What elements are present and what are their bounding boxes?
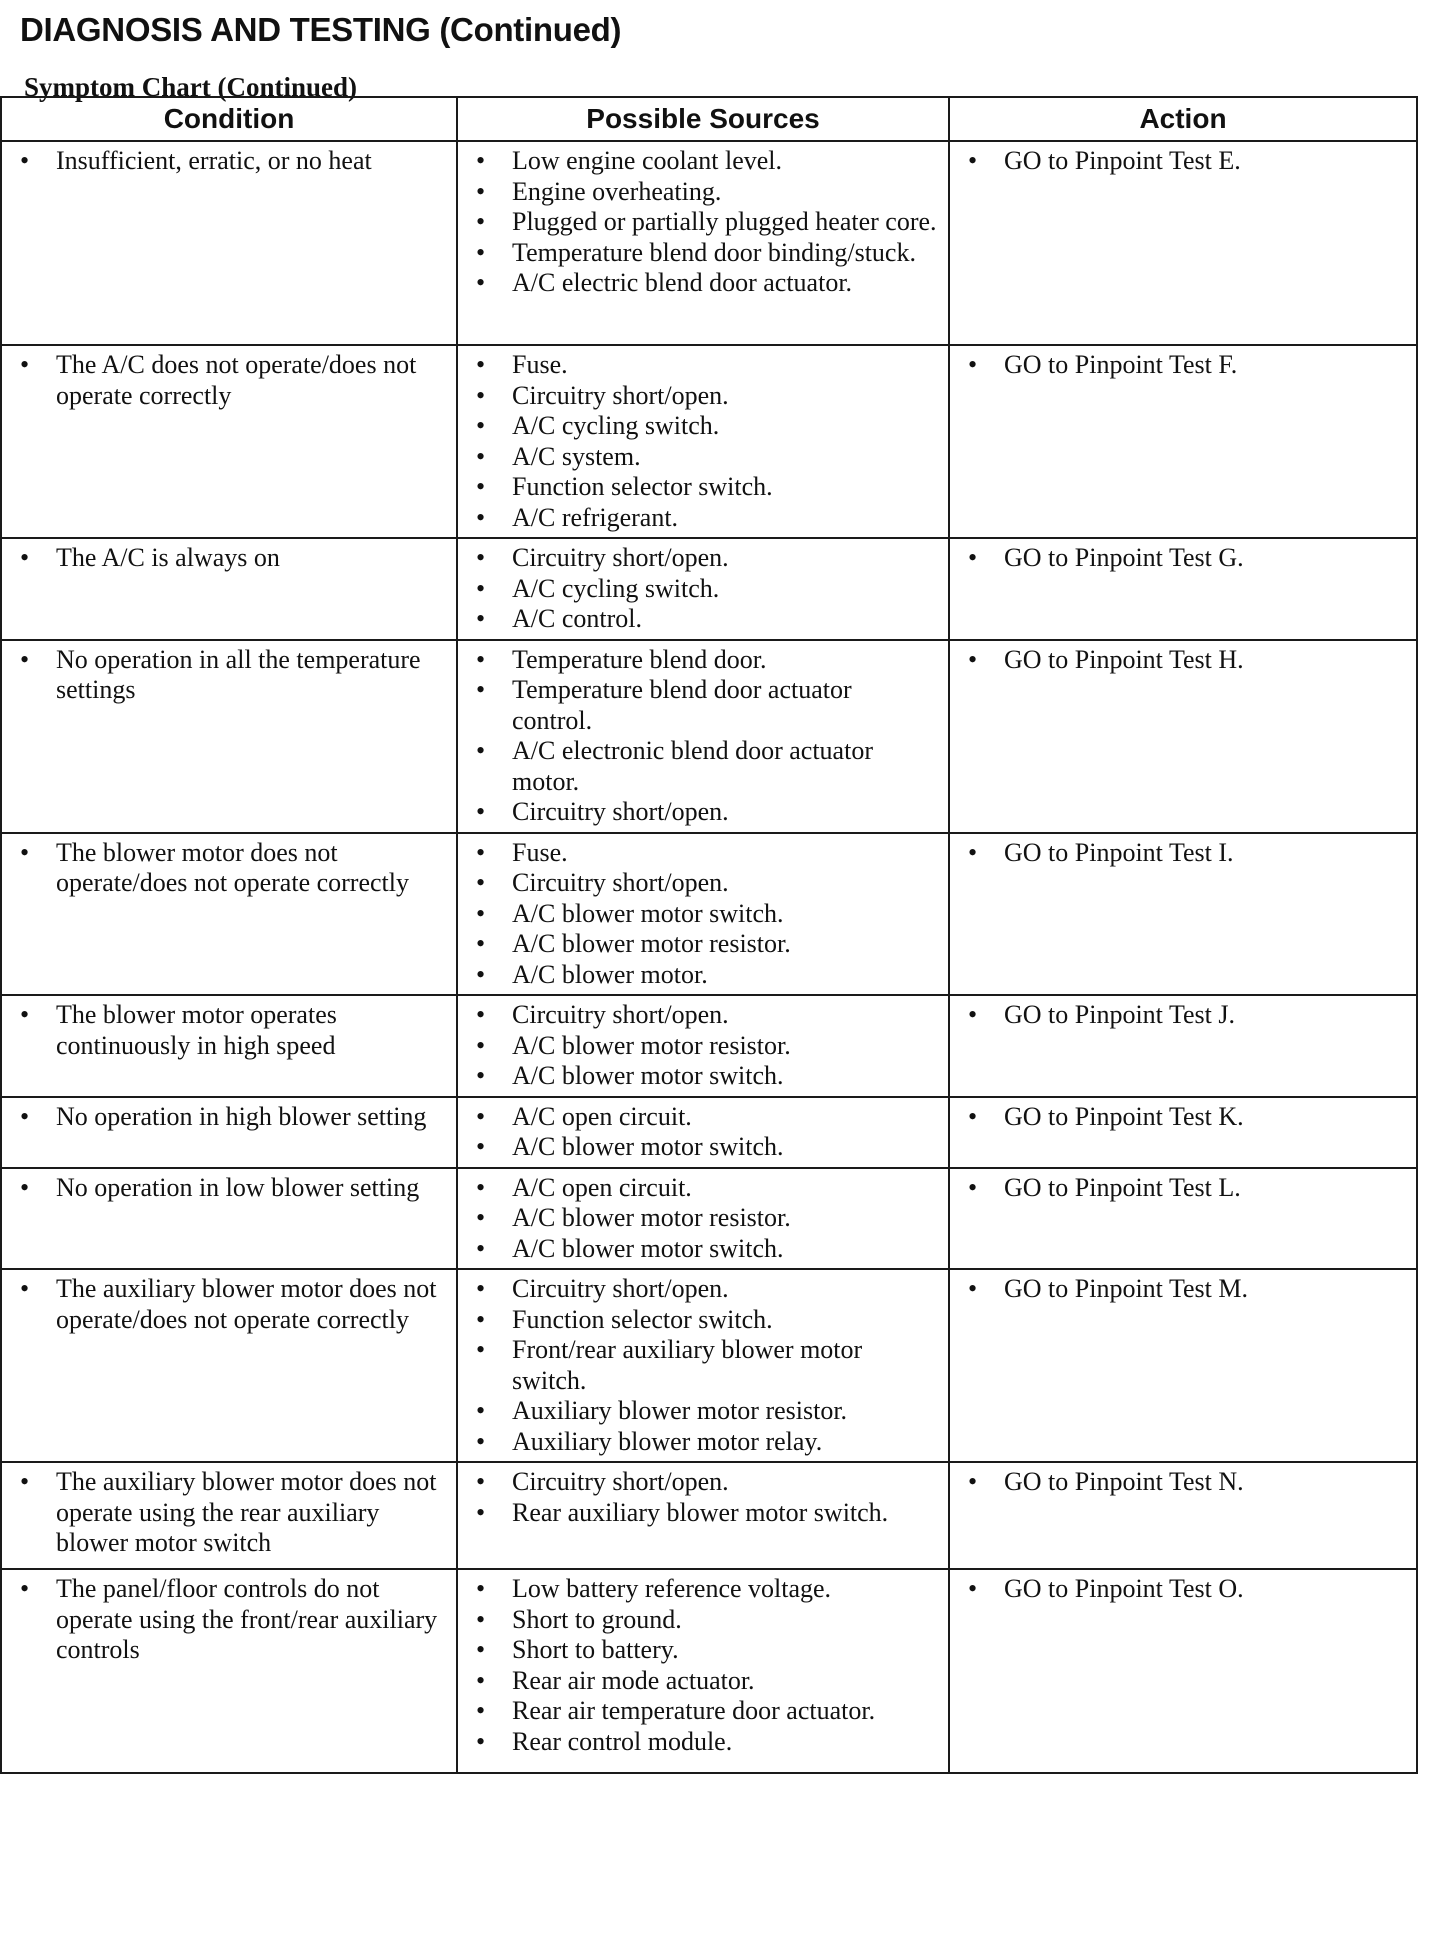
source-item: • A/C electronic blend door actuator motor. xyxy=(468,736,938,797)
possible-sources-cell xyxy=(457,141,949,345)
source-item: • Circuitry short/open. xyxy=(468,1467,938,1498)
table-row xyxy=(1,995,1417,1097)
condition-text: • Insufficient, erratic, or no heat xyxy=(12,146,446,177)
condition-list xyxy=(12,1000,446,1061)
condition-text: • No operation in low blower setting xyxy=(12,1173,446,1204)
action-list xyxy=(960,645,1406,676)
source-item: • Plugged or partially plugged heater core. xyxy=(468,207,938,238)
condition-list xyxy=(12,1274,446,1335)
source-item: • Temperature blend door binding/stuck. xyxy=(468,238,938,269)
table-body xyxy=(1,141,1417,1773)
condition-text: • The auxiliary blower motor does not operate using the rear auxiliary blower motor switch xyxy=(12,1467,446,1559)
source-item: • A/C system. xyxy=(468,442,938,473)
condition-text: • The blower motor does not operate/does not operate correctly xyxy=(12,838,446,899)
source-item: • A/C blower motor resistor. xyxy=(468,929,938,960)
possible-sources-cell xyxy=(457,1097,949,1168)
source-item: • Circuitry short/open. xyxy=(468,381,938,412)
possible-sources-cell xyxy=(457,1168,949,1270)
condition-cell xyxy=(1,1569,457,1773)
condition-cell xyxy=(1,538,457,640)
action-text: • GO to Pinpoint Test E. xyxy=(960,146,1406,177)
source-item: • Circuitry short/open. xyxy=(468,797,938,828)
possible-sources-cell xyxy=(457,1462,949,1569)
table-row xyxy=(1,1569,1417,1773)
sources-list xyxy=(468,1467,938,1528)
action-list xyxy=(960,1274,1406,1305)
sources-list xyxy=(468,838,938,991)
condition-list xyxy=(12,1574,446,1666)
source-item: • A/C electric blend door actuator. xyxy=(468,268,938,299)
table-row xyxy=(1,345,1417,538)
symptom-chart-table xyxy=(0,96,1418,1774)
condition-text: • The panel/floor controls do not operate using the front/rear auxiliary controls xyxy=(12,1574,446,1666)
source-item: • A/C refrigerant. xyxy=(468,503,938,534)
sources-list xyxy=(468,350,938,533)
sources-list xyxy=(468,1574,938,1757)
action-text: • GO to Pinpoint Test O. xyxy=(960,1574,1406,1605)
action-cell xyxy=(949,1168,1417,1270)
source-item: • A/C blower motor. xyxy=(468,960,938,991)
condition-cell xyxy=(1,1269,457,1462)
action-text: • GO to Pinpoint Test J. xyxy=(960,1000,1406,1031)
action-cell xyxy=(949,345,1417,538)
action-cell xyxy=(949,833,1417,996)
action-cell xyxy=(949,640,1417,833)
possible-sources-cell xyxy=(457,995,949,1097)
source-item: • A/C blower motor switch. xyxy=(468,899,938,930)
condition-list xyxy=(12,1467,446,1559)
source-item: • A/C open circuit. xyxy=(468,1102,938,1133)
source-item: • Fuse. xyxy=(468,838,938,869)
action-cell xyxy=(949,1097,1417,1168)
source-item: • A/C blower motor resistor. xyxy=(468,1203,938,1234)
sources-list xyxy=(468,1274,938,1457)
condition-list xyxy=(12,350,446,411)
source-item: • Circuitry short/open. xyxy=(468,1274,938,1305)
condition-cell xyxy=(1,1462,457,1569)
table-row xyxy=(1,640,1417,833)
condition-text: • The A/C is always on xyxy=(12,543,446,574)
action-cell xyxy=(949,1269,1417,1462)
action-text: • GO to Pinpoint Test L. xyxy=(960,1173,1406,1204)
action-list xyxy=(960,146,1406,177)
action-text: • GO to Pinpoint Test G. xyxy=(960,543,1406,574)
source-item: • Rear auxiliary blower motor switch. xyxy=(468,1498,938,1529)
condition-cell xyxy=(1,833,457,996)
action-cell xyxy=(949,141,1417,345)
source-item: • A/C control. xyxy=(468,604,938,635)
condition-list xyxy=(12,838,446,899)
possible-sources-cell xyxy=(457,538,949,640)
column-header-action: Action xyxy=(949,97,1417,141)
source-item: • Rear air temperature door actuator. xyxy=(468,1696,938,1727)
source-item: • A/C blower motor switch. xyxy=(468,1132,938,1163)
source-item: • Fuse. xyxy=(468,350,938,381)
source-item: • Circuitry short/open. xyxy=(468,1000,938,1031)
table-row xyxy=(1,1462,1417,1569)
condition-list xyxy=(12,1102,446,1133)
sources-list xyxy=(468,146,938,299)
source-item: • Function selector switch. xyxy=(468,1305,938,1336)
condition-cell xyxy=(1,141,457,345)
source-item: • A/C cycling switch. xyxy=(468,574,938,605)
condition-cell xyxy=(1,1097,457,1168)
source-item: • Short to battery. xyxy=(468,1635,938,1666)
condition-cell xyxy=(1,1168,457,1270)
action-list xyxy=(960,543,1406,574)
source-item: • Rear control module. xyxy=(468,1727,938,1758)
sources-list xyxy=(468,1000,938,1092)
condition-list xyxy=(12,543,446,574)
source-item: • A/C blower motor resistor. xyxy=(468,1031,938,1062)
table-row xyxy=(1,1168,1417,1270)
page-heading: DIAGNOSIS AND TESTING (Continued) xyxy=(20,11,622,48)
source-item: • Auxiliary blower motor relay. xyxy=(468,1427,938,1458)
table-header-row xyxy=(1,97,1417,141)
action-cell xyxy=(949,995,1417,1097)
possible-sources-cell xyxy=(457,1569,949,1773)
action-list xyxy=(960,350,1406,381)
action-list xyxy=(960,1467,1406,1498)
source-item: • Low engine coolant level. xyxy=(468,146,938,177)
action-cell xyxy=(949,1462,1417,1569)
source-item: • Temperature blend door actuator control. xyxy=(468,675,938,736)
table-row xyxy=(1,141,1417,345)
condition-cell xyxy=(1,995,457,1097)
source-item: • Short to ground. xyxy=(468,1605,938,1636)
condition-list xyxy=(12,1173,446,1204)
source-item: • A/C cycling switch. xyxy=(468,411,938,442)
action-text: • GO to Pinpoint Test I. xyxy=(960,838,1406,869)
action-text: • GO to Pinpoint Test H. xyxy=(960,645,1406,676)
sources-list xyxy=(468,543,938,635)
action-list xyxy=(960,1102,1406,1133)
source-item: • Temperature blend door. xyxy=(468,645,938,676)
source-item: • Circuitry short/open. xyxy=(468,543,938,574)
action-list xyxy=(960,1173,1406,1204)
action-text: • GO to Pinpoint Test M. xyxy=(960,1274,1406,1305)
condition-text: • The A/C does not operate/does not operate correctly xyxy=(12,350,446,411)
possible-sources-cell xyxy=(457,1269,949,1462)
condition-text: • No operation in all the temperature settings xyxy=(12,645,446,706)
table-row xyxy=(1,538,1417,640)
action-cell xyxy=(949,1569,1417,1773)
condition-list xyxy=(12,645,446,706)
table-row xyxy=(1,1269,1417,1462)
source-item: • Circuitry short/open. xyxy=(468,868,938,899)
source-item: • Function selector switch. xyxy=(468,472,938,503)
action-text: • GO to Pinpoint Test N. xyxy=(960,1467,1406,1498)
action-list xyxy=(960,838,1406,869)
sources-list xyxy=(468,1102,938,1163)
sources-list xyxy=(468,1173,938,1265)
condition-cell xyxy=(1,640,457,833)
possible-sources-cell xyxy=(457,345,949,538)
chart-title: Symptom Chart (Continued) xyxy=(24,72,358,102)
condition-cell xyxy=(1,345,457,538)
source-item: • Engine overheating. xyxy=(468,177,938,208)
action-cell xyxy=(949,538,1417,640)
action-list xyxy=(960,1574,1406,1605)
source-item: • A/C blower motor switch. xyxy=(468,1234,938,1265)
possible-sources-cell xyxy=(457,640,949,833)
condition-text: • The blower motor operates continuously in high speed xyxy=(12,1000,446,1061)
condition-text: • No operation in high blower setting xyxy=(12,1102,446,1133)
column-header-condition: Condition xyxy=(1,97,457,141)
source-item: • A/C open circuit. xyxy=(468,1173,938,1204)
document-page xyxy=(20,8,1436,104)
action-list xyxy=(960,1000,1406,1031)
source-item: • Front/rear auxiliary blower motor switch. xyxy=(468,1335,938,1396)
condition-text: • The auxiliary blower motor does not operate/does not operate correctly xyxy=(12,1274,446,1335)
table-row xyxy=(1,833,1417,996)
condition-list xyxy=(12,146,446,177)
source-item: • Auxiliary blower motor resistor. xyxy=(468,1396,938,1427)
action-text: • GO to Pinpoint Test F. xyxy=(960,350,1406,381)
column-header-possible-sources: Possible Sources xyxy=(457,97,949,141)
possible-sources-cell xyxy=(457,833,949,996)
source-item: • Low battery reference voltage. xyxy=(468,1574,938,1605)
sources-list xyxy=(468,645,938,828)
source-item: • A/C blower motor switch. xyxy=(468,1061,938,1092)
action-text: • GO to Pinpoint Test K. xyxy=(960,1102,1406,1133)
source-item: • Rear air mode actuator. xyxy=(468,1666,938,1697)
table-row xyxy=(1,1097,1417,1168)
